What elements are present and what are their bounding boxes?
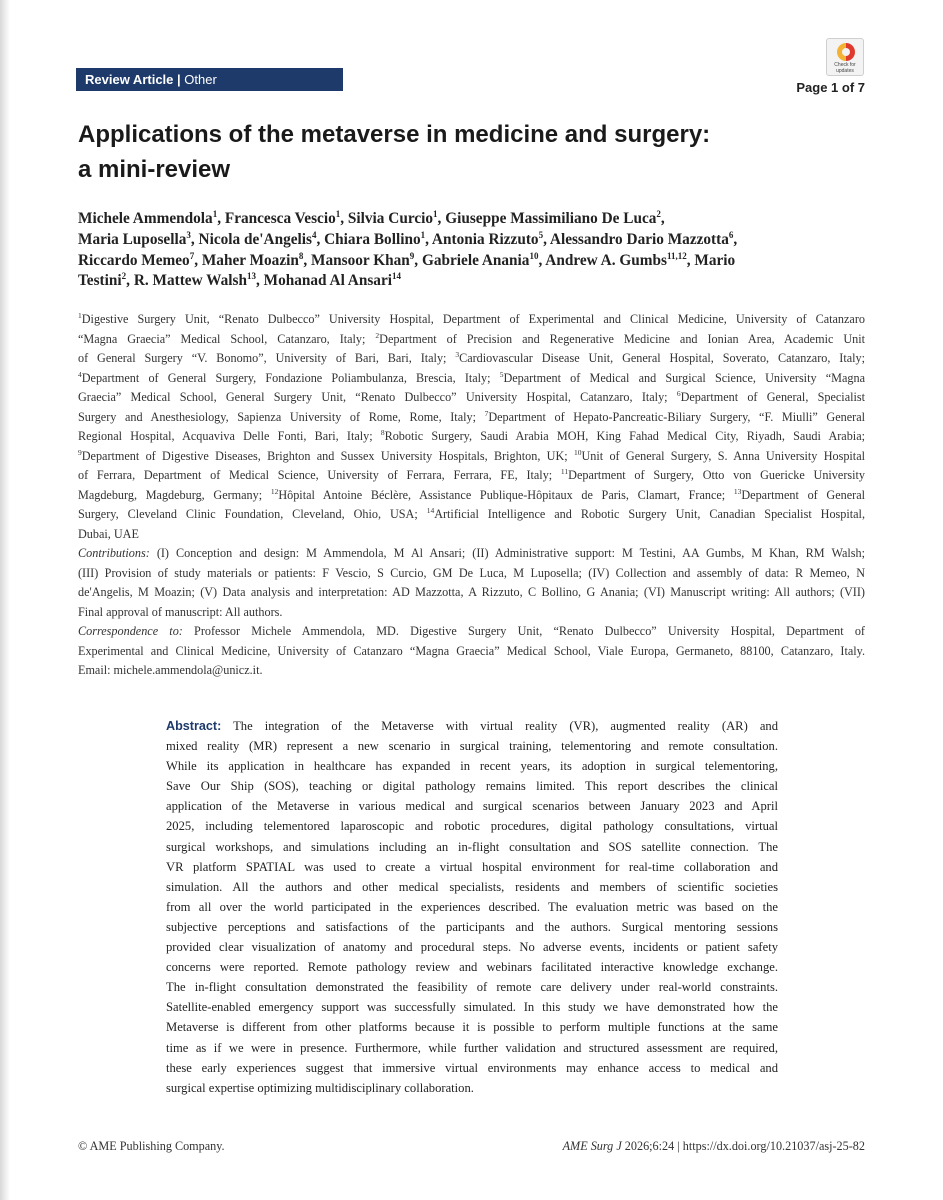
affiliation-text: Digestive Surgery Unit, “Renato Dulbecco” University Hospital, Department of Experimental and Clinical Medicine, University of Catanzaro <box>81 312 865 326</box>
abstract-line: Save Our Ship (SOS), teaching or digital pathology remains limited. This report describes the clinical <box>166 779 778 794</box>
abstract-line: Satellite-enabled emergency support was successfully simulated. In this study we have demonstrated how the <box>166 1000 778 1015</box>
author-separator: , <box>425 230 432 248</box>
affiliation-number: 7 <box>484 408 489 418</box>
author-name: Chiara Bollino <box>324 230 421 248</box>
author-name: Nicola de'Angelis <box>198 230 312 248</box>
author-name: Maher Moazin <box>201 251 299 269</box>
author-list <box>78 209 868 292</box>
affiliations <box>78 310 865 544</box>
correspondence-email: Email: michele.ammendola@unicz.it. <box>78 663 263 677</box>
affiliation-text: Surgery and Anesthesiology, Sapienza University of Rome, Rome, Italy; <box>78 409 485 424</box>
affiliation-number: 5 <box>499 369 504 379</box>
front-matter <box>78 310 865 681</box>
affiliation-number: 1 <box>78 310 82 320</box>
affiliation-number: 9 <box>78 447 82 457</box>
affiliation-line <box>78 486 865 506</box>
affiliation-text: “Magna Graecia” Medical School, Catanzaro, Italy; <box>78 331 376 346</box>
affiliation-line <box>78 505 865 525</box>
page-shadow-edge <box>0 0 10 1200</box>
affiliation-text: Dubai, UAE <box>78 526 139 541</box>
affiliation-line <box>78 349 865 369</box>
affiliation-text: Robotic Surgery, Saudi Arabia MOH, King Fahad Medical City, Riyadh, Saudi Arabia; <box>384 429 865 443</box>
abstract <box>166 716 778 1098</box>
author-separator: , <box>733 230 738 248</box>
author-affiliation-ref: 9 <box>409 250 415 261</box>
affiliation-number: 3 <box>455 349 460 359</box>
affiliation-text: Department of Hepato-Pancreatic-Biliary Surgery, “F. Miulli” General <box>488 409 865 424</box>
affiliation-text: Department of Precision and Regenerative Medicine and Ionian Area, Academic Unit <box>379 331 866 346</box>
correspondence-line: Correspondence to: Professor Michele Ammendola, MD. Digestive Surgery Unit, “Renato Dulbecco” University Hospital, Department of <box>78 624 865 638</box>
affiliation-text: Cardiovascular Disease Unit, General Hospital, Soverato, Catanzaro, Italy; <box>459 351 865 365</box>
contributions-line: (III) Provision of study materials or patients: F Vescio, S Curcio, GM De Luca, M Luposella; (IV) Collection and assembly of data: R Memeo, N <box>78 565 865 580</box>
page-number: Page 1 of 7 <box>796 80 865 95</box>
journal-name: AME Surg J <box>562 1139 622 1153</box>
abstract-line: time as if we were in presence. Furthermore, while further validation and structured assessment are required, <box>166 1040 778 1055</box>
author-line <box>78 251 868 272</box>
affiliation-line <box>78 330 865 350</box>
abstract-line: Abstract: The integration of the Metaverse with virtual reality (VR), augmented reality (AR) and <box>166 719 778 733</box>
affiliation-text: Department of General Surgery, Fondazione Poliambulanza, Brescia, Italy; <box>81 370 500 385</box>
affiliation-number: 8 <box>380 427 385 437</box>
author-separator: , <box>255 272 264 290</box>
affiliation-line <box>78 388 865 408</box>
affiliation-line <box>78 427 865 447</box>
correspondence <box>78 622 865 681</box>
author-name: Testini <box>78 272 122 290</box>
abstract-line: VR platform SPATIAL was used to create a virtual hospital environment for real-time collaboration and <box>166 859 778 874</box>
author-separator: , <box>126 272 134 290</box>
contributions-line: Final approval of manuscript: All authors. <box>78 604 283 619</box>
abstract-line: subjective perceptions and satisfactions of the participants and the authors. Surgical mentoring sessions <box>166 919 778 934</box>
affiliation-text: of Ferrara, Department of Medical Science, University of Ferrara, Ferrara, FE, Italy; <box>78 468 561 482</box>
correspondence-label: Correspondence to: <box>78 624 183 638</box>
author-affiliation-ref: 2 <box>656 208 661 219</box>
author-affiliation-ref: 11,12 <box>666 250 687 261</box>
affiliation-text: Unit of General Surgery, S. Anna University Hospital <box>581 448 865 463</box>
author-affiliation-ref: 3 <box>186 229 191 240</box>
author-name: Mansoor Khan <box>311 251 410 269</box>
affiliation-number: 12 <box>270 486 279 496</box>
check-for-updates-button[interactable] <box>826 38 864 76</box>
abstract-line: concerns were reported. Remote pathology review and webinars facilitated interactive knowledge exchange. <box>166 960 778 975</box>
author-name: Maria Luposella <box>78 230 187 248</box>
author-name: Francesca Vescio <box>224 210 336 227</box>
author-name: Antonia Rizzuto <box>431 230 539 248</box>
contributions-label: Contributions: <box>78 546 150 560</box>
author-affiliation-ref: 14 <box>392 271 401 282</box>
author-affiliation-ref: 8 <box>298 250 304 261</box>
affiliation-text: Graecia” Medical School, General Surgery Unit, “Renato Dulbecco” University Hospital, Catanzaro, Italy; <box>78 390 677 404</box>
author-affiliation-ref: 1 <box>212 208 218 219</box>
affiliation-number: 6 <box>676 388 681 398</box>
author-affiliation-ref: 2 <box>121 271 127 282</box>
affiliation-number: 10 <box>573 447 582 457</box>
citation-doi[interactable]: 2026;6:24 | https://dx.doi.org/10.21037/asj-25-82 <box>621 1139 865 1153</box>
affiliation-text: Department of General <box>741 487 865 502</box>
author-affiliation-ref: 7 <box>189 250 195 261</box>
author-name: Mario <box>694 251 736 269</box>
author-affiliation-ref: 1 <box>420 229 426 240</box>
affiliation-text: Artificial Intelligence and Robotic Surgery Unit, Canadian Specialist Hospital, <box>434 507 865 521</box>
affiliation-text: Department of Digestive Diseases, Brighton and Sussex University Hospitals, Brighton, UK; <box>81 448 574 463</box>
affiliation-line <box>78 466 865 486</box>
affiliation-text: Department of General, Specialist <box>680 390 866 404</box>
affiliation-number: 2 <box>375 330 380 340</box>
affiliation-line <box>78 447 865 467</box>
affiliation-text: Surgery, Cleveland Clinic Foundation, Cleveland, Ohio, USA; <box>78 507 427 521</box>
correspondence-line: Experimental and Clinical Medicine, University of Catanzaro “Magna Graecia” Medical School, Viale Europa, Germaneto, 88100, Catanzaro, Italy. <box>78 643 865 658</box>
abstract-line: surgical expertise optimizing multidisciplinary collaboration. <box>166 1080 474 1095</box>
article-title <box>78 117 838 187</box>
affiliation-line <box>78 525 865 545</box>
author-name: Andrew A. Gumbs <box>545 251 667 269</box>
affiliation-number: 13 <box>733 486 742 496</box>
abstract-line: application of the Metaverse in various medical and surgical scenarios between January 2023 and April <box>166 799 778 814</box>
author-separator: , <box>660 210 665 227</box>
citation-footer <box>563 1139 865 1154</box>
article-subtype-label: Other <box>184 72 217 87</box>
crossmark-icon <box>837 43 855 61</box>
abstract-line: The in-flight consultation demonstrated the feasibility of remote care delivery under real-world constraints. <box>166 980 778 995</box>
article-type-label: Review Article <box>85 72 174 87</box>
author-affiliation-ref: 10 <box>529 250 539 261</box>
affiliation-line <box>78 408 865 428</box>
affiliation-number: 11 <box>560 466 569 476</box>
affiliation-text: Magdeburg, Magdeburg, Germany; <box>78 487 271 502</box>
author-separator: , <box>340 210 348 227</box>
author-separator: , <box>686 251 695 269</box>
author-name: Mohanad Al Ansari <box>263 272 392 290</box>
affiliation-number: 14 <box>426 505 435 515</box>
abstract-line: mixed reality (MR) represent a new scenario in surgical training, telementoring and remote consultation. <box>166 739 778 754</box>
abstract-line: from all over the world participated in the experiences described. The evaluation metric was based on the <box>166 899 778 914</box>
author-separator: , <box>303 251 312 269</box>
check-updates-label: Check for updates <box>834 62 856 74</box>
author-name: Riccardo Memeo <box>78 251 190 269</box>
author-line <box>78 271 868 292</box>
affiliation-number: 4 <box>78 369 82 379</box>
author-name: Gabriele Anania <box>421 251 530 269</box>
badge-separator: | <box>177 72 181 87</box>
author-separator: , <box>217 210 225 227</box>
affiliation-text: Department of Surgery, Otto von Guericke University <box>568 468 865 482</box>
author-separator: , <box>538 251 546 269</box>
author-name: Giuseppe Massimiliano De Luca <box>445 210 657 227</box>
author-affiliation-ref: 5 <box>538 229 544 240</box>
author-name: Silvia Curcio <box>347 210 434 227</box>
author-affiliation-ref: 6 <box>728 229 734 240</box>
abstract-line: surgical workshops, and simulations including an in-flight consultation and SOS satellite connection. The <box>166 839 778 854</box>
article-type-badge <box>76 68 343 91</box>
author-separator: , <box>316 230 325 248</box>
abstract-line: simulation. All the authors and other medical specialists, residents and members of scientific societies <box>166 879 778 894</box>
abstract-line: While its application in healthcare has expanded in recent years, its adoption in surgical telementoring, <box>166 759 778 774</box>
author-name: Michele Ammendola <box>78 210 213 227</box>
affiliation-text: Regional Hospital, Acquaviva Delle Fonti, Bari, Italy; <box>78 429 381 443</box>
author-line <box>78 230 868 251</box>
author-name: Alessandro Dario Mazzotta <box>549 230 729 248</box>
title-line: Applications of the metaverse in medicine and surgery: <box>78 121 711 148</box>
author-affiliation-ref: 4 <box>311 229 317 240</box>
affiliation-text: Hôpital Antoine Béclère, Assistance Publique-Hôpitaux de Paris, Clamart, France; <box>278 487 734 502</box>
affiliation-text: of General Surgery “V. Bonomo”, University of Bari, Bari, Italy; <box>78 351 456 365</box>
copyright-notice: © AME Publishing Company. <box>78 1139 225 1153</box>
author-affiliation-ref: 1 <box>433 208 438 219</box>
abstract-label: Abstract: <box>166 719 222 733</box>
author-separator: , <box>190 230 199 248</box>
abstract-line: Metaverse is different from other platforms because it is possible to perform multiple functions at the same <box>166 1020 778 1035</box>
affiliation-line <box>78 369 865 389</box>
author-separator: , <box>437 210 446 227</box>
author-affiliation-ref: 1 <box>335 208 341 219</box>
abstract-line: 2025, including telementored laparoscopic and robotic procedures, digital pathology consultations, virtual <box>166 819 778 834</box>
title-line: a mini-review <box>78 156 231 183</box>
author-separator: , <box>194 251 202 269</box>
author-separator: , <box>543 230 550 248</box>
author-affiliation-ref: 13 <box>246 271 256 282</box>
author-line <box>78 209 868 230</box>
affiliation-line <box>78 310 865 330</box>
author-name: R. Mattew Walsh <box>133 272 247 290</box>
author-separator: , <box>414 251 422 269</box>
contributions <box>78 544 865 622</box>
contributions-line: Contributions: (I) Conception and design: M Ammendola, M Al Ansari; (II) Administrative support: M Testini, AA Gumbs, M Khan, RM Walsh; <box>78 546 865 560</box>
affiliation-text: Department of Medical and Surgical Science, University “Magna <box>503 370 865 385</box>
contributions-line: de'Angelis, M Moazin; (V) Data analysis and interpretation: AD Mazzotta, A Rizzuto, C Bollino, G Anania; (VI) Manuscript writing: All authors; (VII) <box>78 585 865 599</box>
abstract-line: these early experiences suggest that immersive virtual environments may enhance access to medical and <box>166 1060 778 1075</box>
abstract-line: provided clear visualization of anatomy and procedural steps. No adverse events, incidents or patient safety <box>166 940 778 955</box>
